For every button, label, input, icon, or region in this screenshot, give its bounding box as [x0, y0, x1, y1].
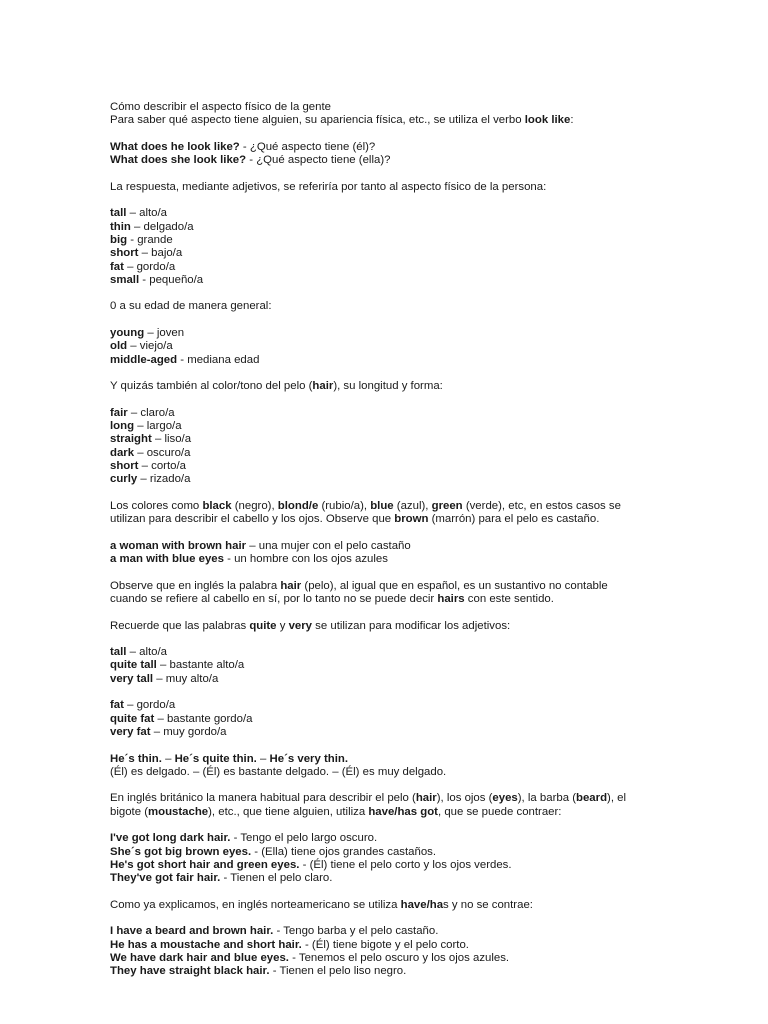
text-line [110, 726, 650, 739]
paragraph [110, 646, 650, 686]
text-run: – viejo/a [127, 340, 173, 353]
bold-term: short [110, 460, 139, 473]
text-run: (azul), [393, 499, 432, 512]
text-run: - pequeño/a [139, 273, 204, 286]
text-run: - Tienen el pelo claro. [220, 872, 333, 885]
text-run: ), los ojos ( [436, 792, 493, 805]
bold-term: blue [370, 499, 394, 512]
bold-term: black [202, 499, 232, 512]
bold-term: long [110, 420, 135, 433]
bold-term: very [288, 619, 313, 632]
bold-term: have/ha [400, 898, 444, 911]
bold-term: He has a moustache and short hair. [110, 938, 302, 951]
bold-term: They have straight black hair. [110, 965, 270, 978]
bold-term: quite [249, 619, 277, 632]
text-run: - (Él) tiene bigote y el pelo corto. [301, 938, 469, 951]
text-run: (pelo), al igual que en español, es un sustantivo no contable [301, 579, 608, 592]
bold-term: She´s got big brown eyes. [110, 845, 252, 858]
paragraph [110, 753, 650, 780]
text-run: se utilizan para modificar los adjetivos: [312, 619, 511, 632]
text-line [110, 247, 650, 260]
text-line [110, 766, 650, 779]
bold-term: He´s quite thin. [174, 752, 257, 765]
paragraph [110, 899, 650, 912]
text-run: 0 a su edad de manera general: [110, 300, 272, 313]
bold-term: very fat [110, 725, 151, 738]
text-run: (marrón) para el pelo es castaño. [428, 513, 600, 526]
text-run: , que se puede contraer: [437, 805, 562, 818]
bold-term: straight [110, 433, 152, 446]
bold-term: look like [524, 114, 571, 127]
bold-term: blond/e [277, 499, 319, 512]
text-line [110, 500, 650, 513]
text-run: - un hombre con los ojos azules [223, 553, 388, 566]
text-run: ), la barba ( [517, 792, 577, 805]
text-line [110, 181, 650, 194]
paragraph [110, 380, 650, 393]
paragraph [110, 699, 650, 739]
paragraph [110, 832, 650, 885]
text-line [110, 207, 650, 220]
text-run: – claro/a [127, 406, 175, 419]
text-run: (Él) es delgado. – (Él) es bastante delgado. – (Él) es muy delgado. [110, 765, 447, 778]
text-line [110, 380, 650, 393]
text-line [110, 952, 650, 965]
paragraph [110, 580, 650, 607]
text-run: Y quizás también al color/tono del pelo ( [110, 380, 313, 393]
paragraph [110, 300, 650, 313]
text-line [110, 540, 650, 553]
paragraph [110, 925, 650, 978]
document-body [110, 101, 650, 979]
paragraph [110, 141, 650, 168]
text-run: – corto/a [138, 460, 186, 473]
bold-term: fat [110, 699, 124, 712]
text-line [110, 939, 650, 952]
bold-term: hair [415, 792, 437, 805]
text-run: Para saber qué aspecto tiene alguien, su apariencia física, etc., se utiliza el verbo [110, 114, 525, 127]
text-run: cuando se refiere al cabello en sí, por lo tanto no se puede decir [110, 592, 438, 605]
bold-term: hair [280, 579, 302, 592]
text-run: - (Ella) tiene ojos grandes castaños. [251, 845, 437, 858]
text-line [110, 620, 650, 633]
text-run: – bajo/a [138, 247, 183, 260]
text-line [110, 420, 650, 433]
text-run: Cómo describir el aspecto físico de la gente [110, 101, 331, 113]
bold-term: a woman with brown hair [110, 539, 247, 552]
text-line [110, 433, 650, 446]
bold-term: beard [576, 792, 608, 805]
text-run: - ¿Qué aspecto tiene (él)? [239, 140, 376, 153]
text-line [110, 580, 650, 593]
bold-term: moustache [148, 805, 209, 818]
text-line [110, 792, 650, 805]
text-run: ), su longitud y forma: [333, 380, 443, 393]
text-line [110, 407, 650, 420]
bold-term: curly [110, 473, 138, 486]
bold-term: middle-aged [110, 353, 178, 366]
text-line [110, 114, 650, 127]
text-run: ), el [607, 792, 627, 805]
text-run: – muy gordo/a [150, 725, 227, 738]
paragraph [110, 792, 650, 819]
text-run: y [276, 619, 289, 632]
bold-term: dark [110, 446, 135, 459]
text-run: - grande [127, 233, 173, 246]
text-run: – alto/a [126, 207, 167, 220]
text-line [110, 327, 650, 340]
text-run: (negro), [231, 499, 278, 512]
text-run: La respuesta, mediante adjetivos, se referiría por tanto al aspecto físico de la persona: [110, 180, 547, 193]
text-run: - Tengo barba y el pelo castaño. [273, 925, 439, 938]
text-line [110, 447, 650, 460]
paragraph [110, 327, 650, 367]
text-run: - Tenemos el pelo oscuro y los ojos azules. [288, 952, 510, 964]
text-run: - (Él) tiene el pelo corto y los ojos verdes. [299, 858, 512, 871]
text-line [110, 234, 650, 247]
text-line [110, 460, 650, 473]
text-run: – rizado/a [137, 473, 191, 486]
text-run: – largo/a [134, 420, 182, 433]
text-line [110, 141, 650, 154]
text-run: – muy alto/a [153, 672, 219, 685]
text-run: ), etc., que tiene alguien, utiliza [208, 805, 369, 818]
bold-term: quite tall [110, 659, 157, 672]
bold-term: hair [312, 380, 334, 393]
text-line [110, 965, 650, 978]
bold-term: I've got long dark hair. [110, 832, 231, 845]
text-line [110, 101, 650, 114]
text-run: – gordo/a [123, 699, 176, 712]
text-run: – bastante alto/a [156, 659, 245, 672]
text-run: Los colores como [110, 499, 203, 512]
text-run: – joven [144, 327, 185, 340]
text-run: s y no se contrae: [443, 898, 533, 911]
bold-term: tall [110, 207, 127, 220]
text-line [110, 221, 650, 234]
text-line [110, 261, 650, 274]
bold-term: fair [110, 406, 128, 419]
bold-term: quite fat [110, 712, 155, 725]
text-line [110, 832, 650, 845]
bold-term: What does he look like? [110, 140, 240, 153]
text-run: En inglés británico la manera habitual para describir el pelo ( [110, 792, 416, 805]
paragraph [110, 500, 650, 527]
bold-term: hairs [437, 592, 465, 605]
text-line [110, 925, 650, 938]
paragraph [110, 207, 650, 287]
text-run: utilizan para describir el cabello y los ojos. Observe que [110, 513, 395, 526]
bold-term: old [110, 340, 128, 353]
paragraph [110, 181, 650, 194]
text-line [110, 753, 650, 766]
bold-term: have/has got [368, 805, 438, 818]
text-run: : [570, 114, 574, 127]
text-line [110, 673, 650, 686]
text-line [110, 154, 650, 167]
text-run: bigote ( [110, 805, 148, 818]
text-run: – delgado/a [130, 220, 194, 233]
paragraph [110, 407, 650, 487]
bold-term: brown [394, 513, 429, 526]
text-run: - Tengo el pelo largo oscuro. [230, 832, 378, 845]
bold-term: thin [110, 220, 131, 233]
bold-term: big [110, 233, 128, 246]
text-line [110, 354, 650, 367]
bold-term: a man with blue eyes [110, 553, 224, 566]
paragraph [110, 540, 650, 567]
text-run: - Tienen el pelo liso negro. [269, 965, 407, 978]
text-line [110, 646, 650, 659]
text-run: con este sentido. [464, 592, 554, 605]
bold-term: small [110, 273, 140, 286]
bold-term: young [110, 327, 145, 340]
text-run: – gordo/a [123, 260, 176, 273]
text-line [110, 553, 650, 566]
text-line [110, 713, 650, 726]
text-line [110, 699, 650, 712]
bold-term: He´s thin. [110, 752, 162, 765]
text-line [110, 899, 650, 912]
paragraph [110, 620, 650, 633]
text-run: – [256, 752, 270, 765]
bold-term: very tall [110, 672, 154, 685]
bold-term: green [431, 499, 463, 512]
bold-term: eyes [492, 792, 518, 805]
bold-term: I have a beard and brown hair. [110, 925, 274, 938]
text-run: – bastante gordo/a [154, 712, 253, 725]
bold-term: tall [110, 646, 127, 659]
text-line [110, 846, 650, 859]
text-line [110, 300, 650, 313]
text-run: – oscuro/a [134, 446, 191, 459]
bold-term: He´s very thin. [269, 752, 349, 765]
text-run: Recuerde que las palabras [110, 619, 250, 632]
text-line [110, 806, 650, 819]
text-run: Como ya explicamos, en inglés norteamericano se utiliza [110, 898, 401, 911]
text-line [110, 473, 650, 486]
text-line [110, 872, 650, 885]
text-run: - ¿Qué aspecto tiene (ella)? [246, 154, 391, 167]
text-line [110, 513, 650, 526]
bold-term: We have dark hair and blue eyes. [110, 952, 289, 964]
text-line [110, 593, 650, 606]
text-line [110, 274, 650, 287]
text-run: – [161, 752, 175, 765]
text-run: (rubio/a), [318, 499, 371, 512]
text-run: - mediana edad [177, 353, 260, 366]
bold-term: He's got short hair and green eyes. [110, 858, 300, 871]
bold-term: fat [110, 260, 124, 273]
text-line [110, 859, 650, 872]
text-run: – una mujer con el pelo castaño [246, 539, 411, 552]
text-line [110, 659, 650, 672]
bold-term: They've got fair hair. [110, 872, 221, 885]
text-line [110, 340, 650, 353]
paragraph [110, 101, 650, 128]
bold-term: short [110, 247, 139, 260]
text-run: (verde), etc, en estos casos se [462, 499, 621, 512]
text-run: Observe que en inglés la palabra [110, 579, 281, 592]
text-run: – alto/a [126, 646, 167, 659]
text-run: – liso/a [151, 433, 192, 446]
bold-term: What does she look like? [110, 154, 247, 167]
